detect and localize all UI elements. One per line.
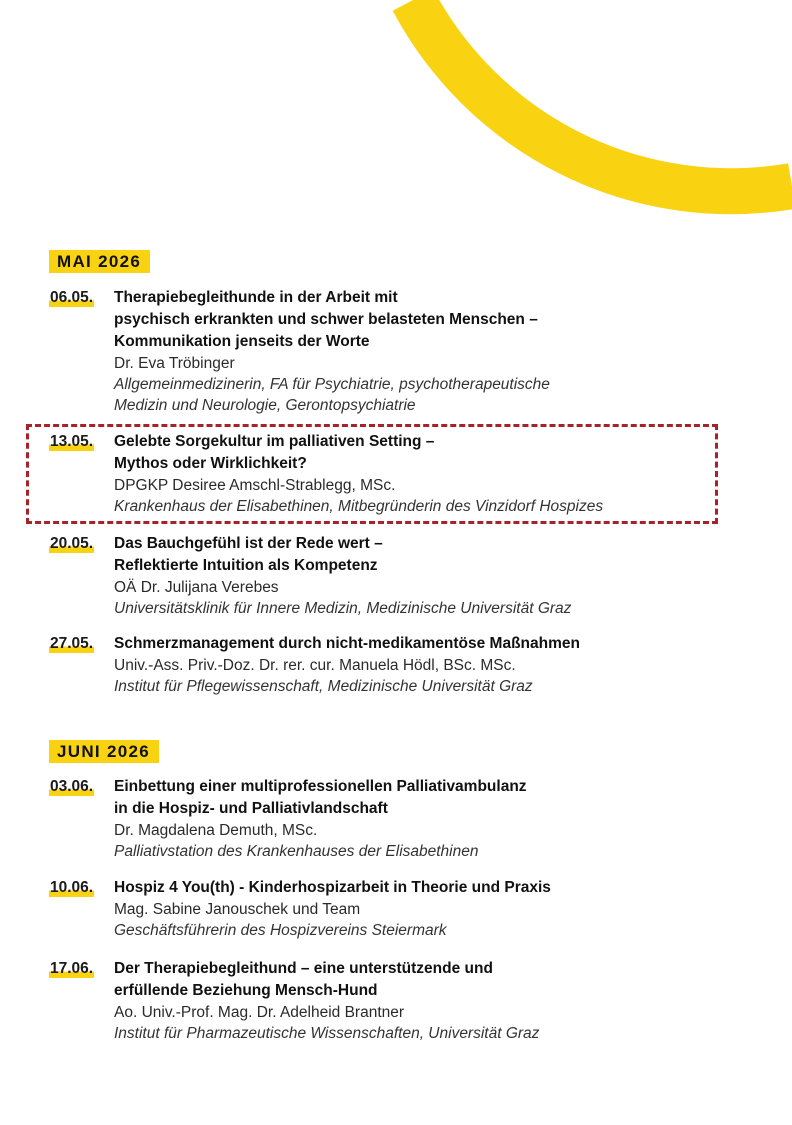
- event-title: Einbettung einer multiprofessionellen Palliativambulanz in die Hospiz- und Palliativlandschaft: [114, 778, 527, 817]
- event-date: 10.06.: [49, 877, 94, 899]
- event-item: [49, 877, 749, 941]
- event-date: 27.05.: [49, 633, 94, 655]
- month-heading-mai: MAI 2026: [49, 250, 150, 273]
- event-date: 06.05.: [49, 287, 94, 309]
- event-speaker: DPGKP Desiree Amschl-Strablegg, MSc.: [114, 477, 396, 494]
- event-item: [49, 431, 749, 517]
- event-affiliation: Geschäftsführerin des Hospizvereins Steiermark: [114, 922, 447, 939]
- event-speaker: Mag. Sabine Janouschek und Team: [114, 901, 361, 918]
- event-title: Gelebte Sorgekultur im palliativen Setting – Mythos oder Wirklichkeit?: [114, 433, 435, 472]
- event-title: Das Bauchgefühl ist der Rede wert – Reflektierte Intuition als Kompetenz: [114, 535, 383, 574]
- event-affiliation: Krankenhaus der Elisabethinen, Mitbegründerin des Vinzidorf Hospizes: [114, 498, 604, 515]
- event-item: [49, 776, 749, 862]
- event-affiliation: Institut für Pharmazeutische Wissenschaften, Universität Graz: [114, 1025, 540, 1042]
- event-speaker: Dr. Eva Tröbinger: [114, 355, 235, 372]
- event-date: 03.06.: [49, 776, 94, 798]
- event-affiliation: Universitätsklinik für Innere Medizin, Medizinische Universität Graz: [114, 600, 572, 617]
- event-item: [49, 958, 749, 1044]
- event-speaker: Ao. Univ.-Prof. Mag. Dr. Adelheid Brantner: [114, 1004, 405, 1021]
- event-title: Schmerzmanagement durch nicht-medikamentöse Maßnahmen: [114, 635, 580, 652]
- event-affiliation: Palliativstation des Krankenhauses der Elisabethinen: [114, 843, 479, 860]
- event-item: [49, 633, 749, 697]
- event-speaker: Dr. Magdalena Demuth, MSc.: [114, 822, 318, 839]
- event-speaker: Univ.-Ass. Priv.-Doz. Dr. rer. cur. Manuela Hödl, BSc. MSc.: [114, 657, 516, 674]
- event-speaker: OÄ Dr. Julijana Verebes: [114, 579, 279, 596]
- event-item: [49, 533, 749, 619]
- event-title: Der Therapiebegleithund – eine unterstützende und erfüllende Beziehung Mensch-Hund: [114, 960, 493, 999]
- event-date: 17.06.: [49, 958, 94, 980]
- event-affiliation: Institut für Pflegewissenschaft, Medizinische Universität Graz: [114, 678, 533, 695]
- event-title: Hospiz 4 You(th) - Kinderhospizarbeit in Theorie und Praxis: [114, 879, 551, 896]
- event-title: Therapiebegleithunde in der Arbeit mit psychisch erkrankten und schwer belasteten Menschen – Kommunikation jenseits der Worte: [114, 289, 538, 350]
- month-heading-juni: JUNI 2026: [49, 740, 159, 763]
- event-date: 13.05.: [49, 431, 94, 453]
- event-affiliation: Allgemeinmedizinerin, FA für Psychiatrie, psychotherapeutische Medizin und Neurologie, Gerontopsychiatrie: [114, 376, 550, 414]
- event-item: [49, 287, 749, 416]
- event-date: 20.05.: [49, 533, 94, 555]
- decorative-yellow-arc: [0, 0, 792, 220]
